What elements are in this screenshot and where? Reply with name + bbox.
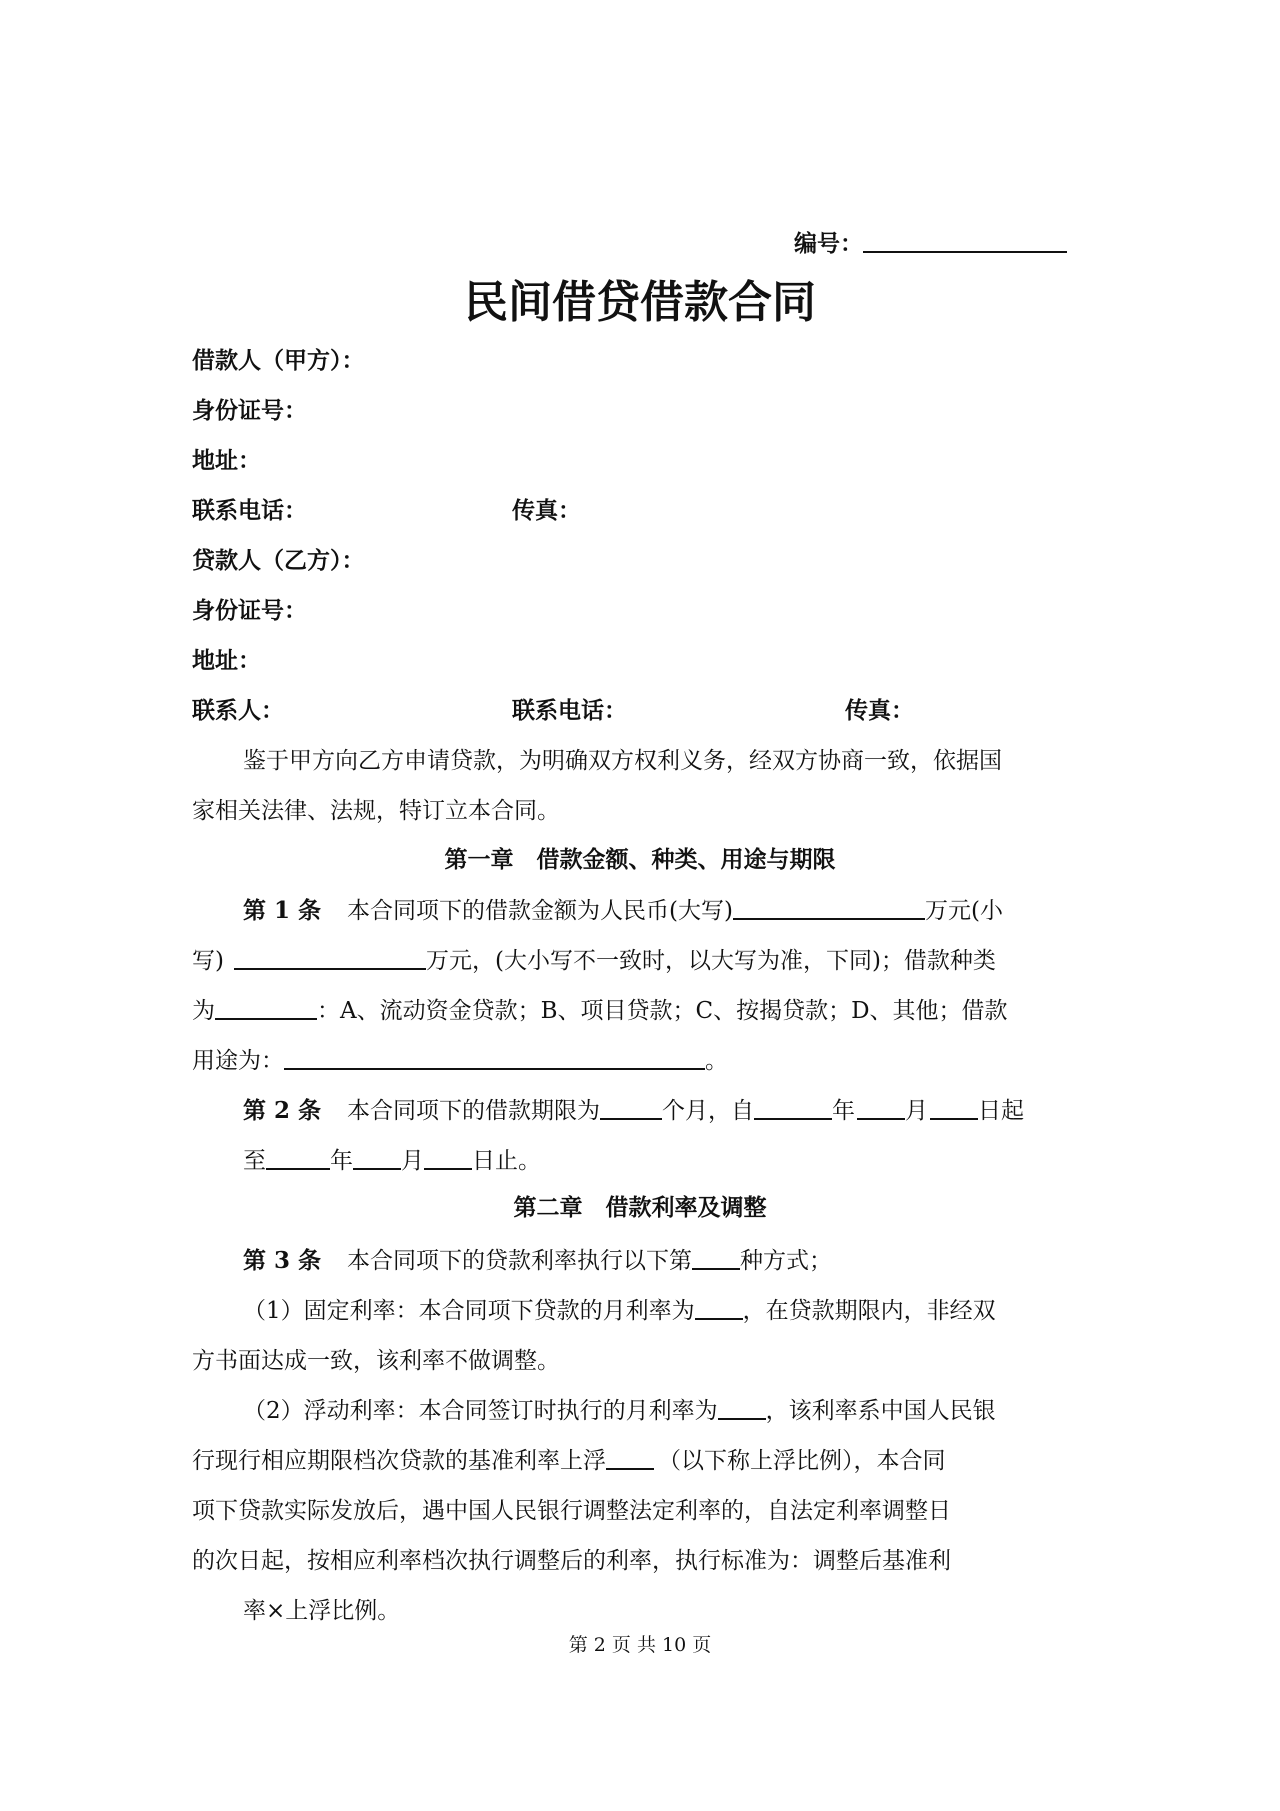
article-2-text-2: 个月，自 [662,1098,755,1124]
lender-contact-label: 联系人： [192,697,284,724]
float-rate-line-1 [243,1396,996,1426]
borrower-fax-label: 传真： [512,497,581,524]
float-rate-line-4: 的次日起，按相应利率档次执行调整后的利率，执行标准为：调整后基准利 [192,1548,951,1574]
article-2-year-1: 年 [832,1098,856,1124]
float-rate-line-2 [192,1446,946,1476]
fixed-monthly-rate-blank[interactable] [695,1296,743,1320]
borrower-phone-label: 联系电话： [192,497,307,524]
article-3-label: 第 3 条 [243,1247,322,1274]
end-year-blank[interactable] [266,1146,330,1170]
article-1-line-3 [192,996,1008,1026]
article-3-text-1: 本合同项下的贷款利率执行以下第 [347,1248,693,1274]
loan-type-blank[interactable] [215,996,317,1020]
end-day-blank[interactable] [424,1146,472,1170]
article-2-to: 至 [243,1148,266,1174]
contract-number-blank[interactable] [863,229,1067,253]
article-1-text-1: 本合同项下的借款金额为人民币(大写) [347,898,733,924]
article-1-text-8: 。 [705,1048,728,1074]
article-2-text-1: 本合同项下的借款期限为 [347,1098,601,1124]
float-rate-line-5: 率×上浮比例。 [243,1598,401,1624]
article-3-text-2: 种方式； [740,1248,833,1274]
lender-fax-label: 传真： [845,697,914,724]
fixed-rate-line-2: 方书面达成一致，该利率不做调整。 [192,1348,560,1374]
article-1-text-6: ：A、流动资金贷款；B、项目贷款；C、按揭贷款；D、其他；借款 [317,998,1008,1024]
borrower-id-label: 身份证号： [192,397,307,424]
float-rate-text-2: ，该利率系中国人民银 [765,1398,996,1424]
term-months-blank[interactable] [600,1096,662,1120]
float-rate-line-3: 项下贷款实际发放后，遇中国人民银行调整法定利率的，自法定利率调整日 [192,1498,951,1524]
article-1-text-3: 写) [192,948,224,974]
contract-number-row [794,229,1067,259]
article-2-month-1: 月 [905,1098,929,1124]
start-month-blank[interactable] [857,1096,905,1120]
article-2-month-2: 月 [401,1148,424,1174]
chapter-1-heading: 第一章 借款金额、种类、用途与期限 [444,846,836,873]
float-monthly-rate-blank[interactable] [718,1396,766,1420]
article-2-day-to: 日止。 [472,1148,541,1174]
float-rate-text-1: （2）浮动利率：本合同签订时执行的月利率为 [243,1398,718,1424]
end-month-blank[interactable] [353,1146,401,1170]
article-2-line-1 [243,1096,1024,1126]
float-ratio-blank[interactable] [606,1446,654,1470]
amount-uppercase-blank[interactable] [733,896,925,920]
article-1-text-2: 万元(小 [924,898,1003,924]
lender-phone-label: 联系电话： [512,697,627,724]
article-1-line-4 [192,1046,728,1076]
article-1-text-4: 万元，(大小写不一致时，以大写为准，下同)；借款种类 [425,948,996,974]
float-rate-text-4: （以下称上浮比例），本合同 [658,1448,946,1474]
article-2-label: 第 2 条 [243,1097,322,1124]
start-year-blank[interactable] [754,1096,832,1120]
article-2-year-2: 年 [330,1148,353,1174]
page-title: 民间借贷借款合同 [464,277,816,328]
borrower-name-label: 借款人（甲方）： [192,347,365,374]
float-rate-text-3: 行现行相应期限档次贷款的基准利率上浮 [192,1448,606,1474]
lender-id-label: 身份证号： [192,597,307,624]
preamble-line-1: 鉴于甲方向乙方申请贷款，为明确双方权利义务，经双方协商一致，依据国 [243,748,1002,774]
article-1-text-5: 为 [192,998,215,1024]
interest-method-blank[interactable] [692,1246,740,1270]
fixed-rate-text-1: （1）固定利率：本合同项下贷款的月利率为 [243,1298,695,1324]
start-day-blank[interactable] [930,1096,978,1120]
preamble-line-2: 家相关法律、法规，特订立本合同。 [192,798,560,824]
article-1-line-1 [243,896,1003,926]
page-footer: 第 2 页 共 10 页 [568,1634,712,1656]
chapter-2-heading: 第二章 借款利率及调整 [513,1194,767,1221]
contract-number-label: 编号： [794,230,863,257]
fixed-rate-text-2: ，在贷款期限内，非经双 [742,1298,996,1324]
article-3-line-1 [243,1246,832,1276]
lender-address-label: 地址： [192,647,261,674]
article-2-line-2 [243,1146,541,1176]
amount-lowercase-blank[interactable] [234,946,426,970]
article-2-day-from: 日起 [978,1098,1025,1124]
lender-name-label: 贷款人（乙方）： [192,547,365,574]
borrower-address-label: 地址： [192,447,261,474]
article-1-text-7: 用途为： [192,1048,284,1074]
loan-purpose-blank[interactable] [284,1046,705,1070]
fixed-rate-line-1 [243,1296,996,1326]
article-1-line-2 [192,946,996,976]
article-1-label: 第 1 条 [243,897,322,924]
